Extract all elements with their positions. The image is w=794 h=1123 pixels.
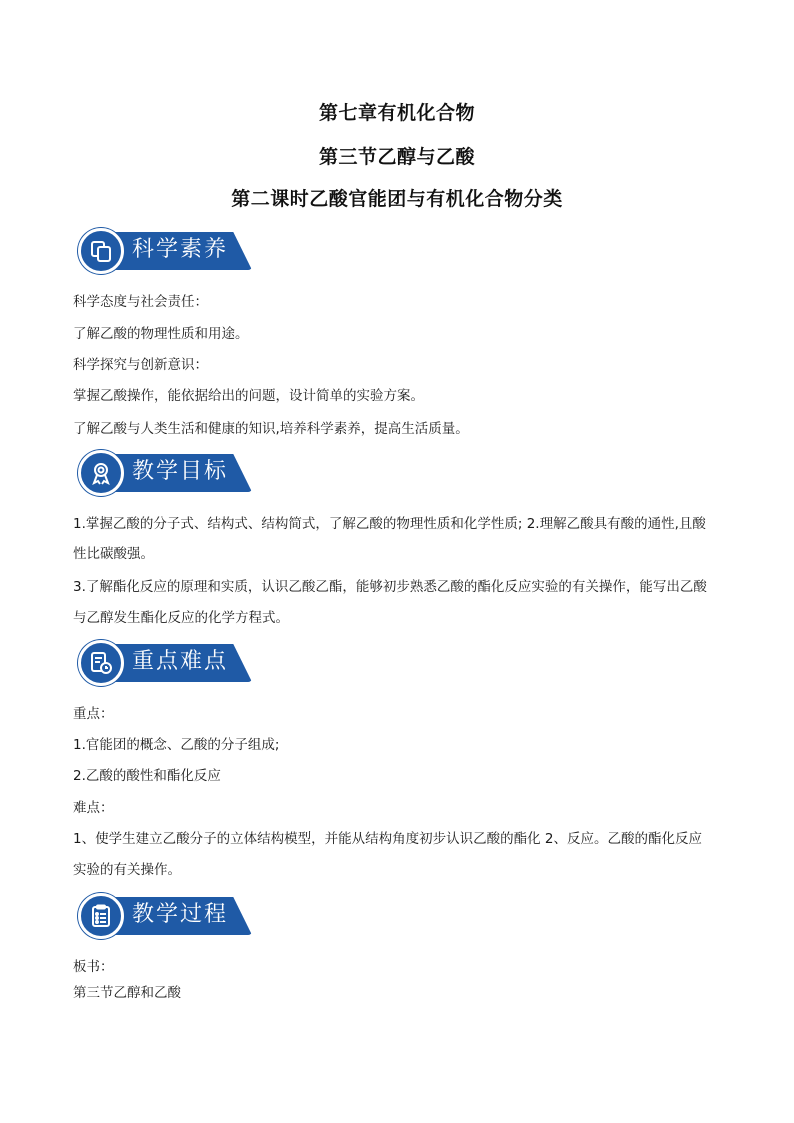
section-banner-objectives: [78, 450, 252, 496]
lesson-title: 第二课时乙酸官能团与有机化合物分类: [231, 188, 563, 210]
chapter-title: 第七章有机化合物: [318, 102, 475, 124]
literacy-line: 掌握乙酸操作，能依据给出的问题，设计简单的实验方案。: [73, 388, 424, 404]
literacy-line: 科学态度与社会责任：: [73, 294, 208, 310]
key-points-line: 重点：: [73, 706, 114, 722]
key-points-line: 2.乙酸的酸性和酯化反应: [73, 768, 221, 784]
literacy-line: 了解乙酸的物理性质和用途。: [73, 326, 249, 342]
copy-documents-icon: [89, 239, 113, 263]
process-line: 第三节乙醇和乙酸: [73, 985, 181, 1001]
objectives-line: 1.掌握乙酸的分子式、结构式、结构简式，了解乙酸的物理性质和化学性质; 2.理解乙酸具有酸的通性,且酸: [73, 516, 706, 532]
section-banner-process: [78, 893, 252, 939]
document-clock-icon: [89, 651, 113, 675]
key-points-line: 1.官能团的概念、乙酸的分子组成;: [73, 737, 280, 753]
key-points-line: 1、使学生建立乙酸分子的立体结构模型，并能从结构角度初步认识乙酸的酯化 2、反应。乙酸的酯化反应: [73, 831, 702, 847]
key-points-line: 难点：: [73, 800, 114, 816]
section-title: 第三节乙醇与乙酸: [318, 146, 475, 168]
literacy-line: 科学探究与创新意识：: [73, 357, 208, 373]
objectives-line: 与乙醇发生酯化反应的化学方程式。: [73, 610, 289, 626]
literacy-line: 了解乙酸与人类生活和健康的知识,培养科学素养，提高生活质量。: [73, 421, 469, 437]
objectives-line: 3.了解酯化反应的原理和实质，认识乙酸乙酯，能够初步熟悉乙酸的酯化反应实验的有关操作，能写出乙酸: [73, 579, 707, 595]
section-banner-key-points: [78, 640, 252, 686]
section-heading-objectives: 教学目标: [132, 459, 229, 484]
section-heading-literacy: 科学素养: [132, 237, 229, 262]
key-points-line: 实验的有关操作。: [73, 862, 181, 878]
section-heading-process: 教学过程: [132, 902, 229, 927]
process-line: 板书：: [73, 959, 114, 975]
clipboard-checklist-icon: [89, 904, 113, 928]
objectives-line: 性比碳酸强。: [73, 546, 154, 562]
section-heading-key-points: 重点难点: [132, 649, 229, 674]
section-banner-literacy: [78, 228, 252, 274]
award-ribbon-icon: [89, 461, 113, 485]
